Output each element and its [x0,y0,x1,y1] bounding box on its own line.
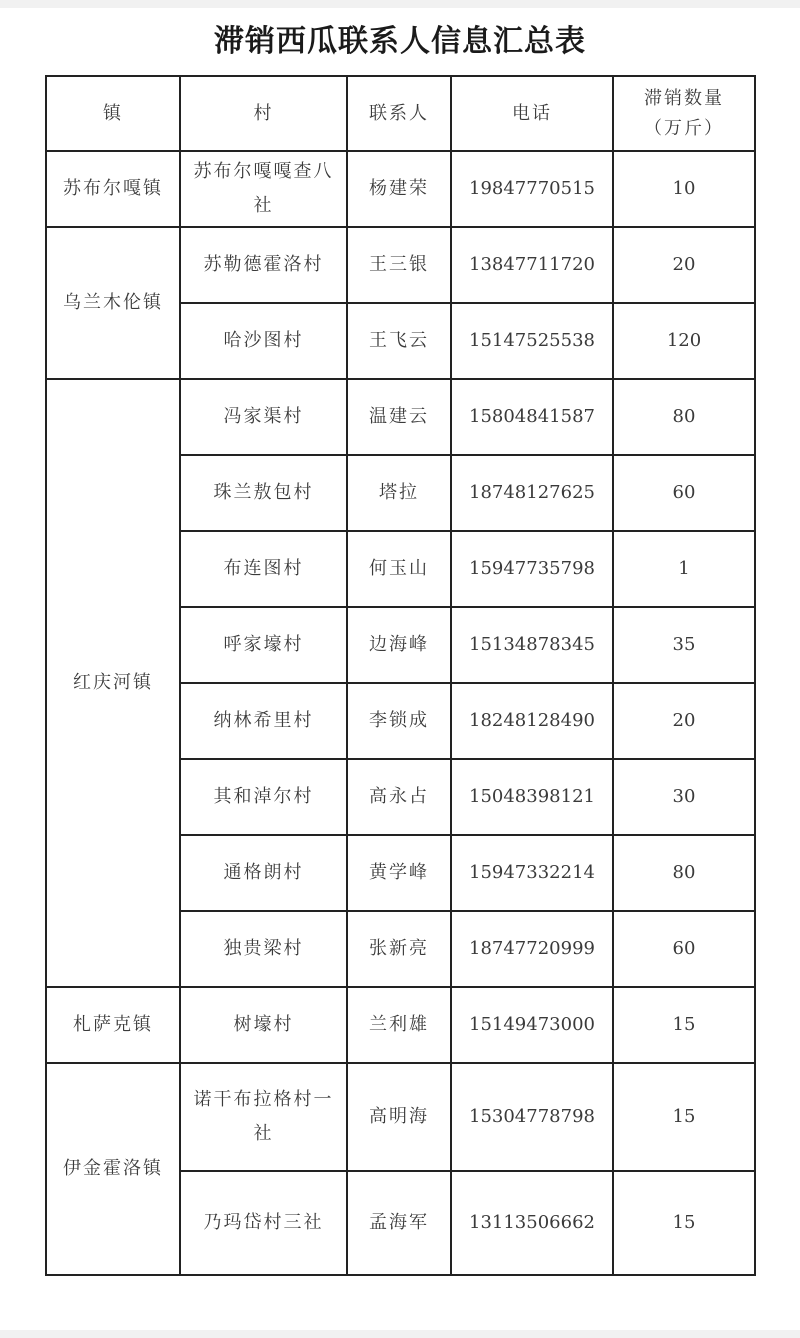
quantity-cell: 15 [613,987,755,1063]
quantity-cell: 80 [613,379,755,455]
quantity-cell: 120 [613,303,755,379]
header-quantity-unit: （万斤） [644,117,724,139]
header-quantity-label: 滞销数量 [644,87,724,109]
contact-cell: 塔拉 [347,455,451,531]
phone-cell: 15947332214 [451,835,613,911]
village-cell: 冯家渠村 [180,379,347,455]
header-village: 村 [180,76,347,151]
contact-cell: 李锁成 [347,683,451,759]
phone-cell: 15947735798 [451,531,613,607]
phone-cell: 18748127625 [451,455,613,531]
quantity-cell: 15 [613,1171,755,1275]
contact-summary-table [45,75,756,1276]
quantity-cell: 60 [613,455,755,531]
phone-cell: 15304778798 [451,1063,613,1171]
table-row [46,151,755,227]
phone-cell: 15134878345 [451,607,613,683]
village-cell: 乃玛岱村三社 [180,1171,347,1275]
town-cell: 乌兰木伦镇 [46,227,180,379]
contact-cell: 兰利雄 [347,987,451,1063]
village-cell: 哈沙图村 [180,303,347,379]
top-border [0,0,800,8]
village-cell: 诺干布拉格村一社 [180,1063,347,1171]
contact-cell: 温建云 [347,379,451,455]
contact-cell: 黄学峰 [347,835,451,911]
village-cell: 布连图村 [180,531,347,607]
phone-cell: 18248128490 [451,683,613,759]
quantity-cell: 30 [613,759,755,835]
village-cell: 树壕村 [180,987,347,1063]
header-row [46,76,755,151]
table-row [46,379,755,455]
contact-cell: 杨建荣 [347,151,451,227]
village-cell: 独贵梁村 [180,911,347,987]
header-town: 镇 [46,76,180,151]
town-cell: 札萨克镇 [46,987,180,1063]
header-contact: 联系人 [347,76,451,151]
contact-cell: 王三银 [347,227,451,303]
contact-cell: 高永占 [347,759,451,835]
contact-cell: 高明海 [347,1063,451,1171]
page-title: 滞销西瓜联系人信息汇总表 [214,24,586,59]
bottom-border [0,1330,800,1338]
table-row [46,1063,755,1171]
village-cell: 其和淖尔村 [180,759,347,835]
quantity-cell: 80 [613,835,755,911]
table-row [46,227,755,303]
contact-cell: 何玉山 [347,531,451,607]
village-cell: 通格朗村 [180,835,347,911]
phone-cell: 19847770515 [451,151,613,227]
village-cell: 苏布尔嘎嘎查八社 [180,151,347,227]
contact-cell: 王飞云 [347,303,451,379]
table-row [46,987,755,1063]
village-cell: 呼家壕村 [180,607,347,683]
quantity-cell: 20 [613,683,755,759]
phone-cell: 15804841587 [451,379,613,455]
quantity-cell: 10 [613,151,755,227]
quantity-cell: 60 [613,911,755,987]
phone-cell: 18747720999 [451,911,613,987]
phone-cell: 15048398121 [451,759,613,835]
header-phone: 电话 [451,76,613,151]
phone-cell: 15149473000 [451,987,613,1063]
phone-cell: 13113506662 [451,1171,613,1275]
contact-cell: 边海峰 [347,607,451,683]
quantity-cell: 35 [613,607,755,683]
village-cell: 纳林希里村 [180,683,347,759]
phone-cell: 13847711720 [451,227,613,303]
town-cell: 红庆河镇 [46,379,180,987]
quantity-cell: 15 [613,1063,755,1171]
quantity-cell: 1 [613,531,755,607]
town-cell: 苏布尔嘎镇 [46,151,180,227]
town-cell: 伊金霍洛镇 [46,1063,180,1275]
village-cell: 苏勒德霍洛村 [180,227,347,303]
phone-cell: 15147525538 [451,303,613,379]
quantity-cell: 20 [613,227,755,303]
header-quantity [613,76,755,151]
contact-cell: 张新亮 [347,911,451,987]
village-cell: 珠兰敖包村 [180,455,347,531]
contact-cell: 孟海军 [347,1171,451,1275]
